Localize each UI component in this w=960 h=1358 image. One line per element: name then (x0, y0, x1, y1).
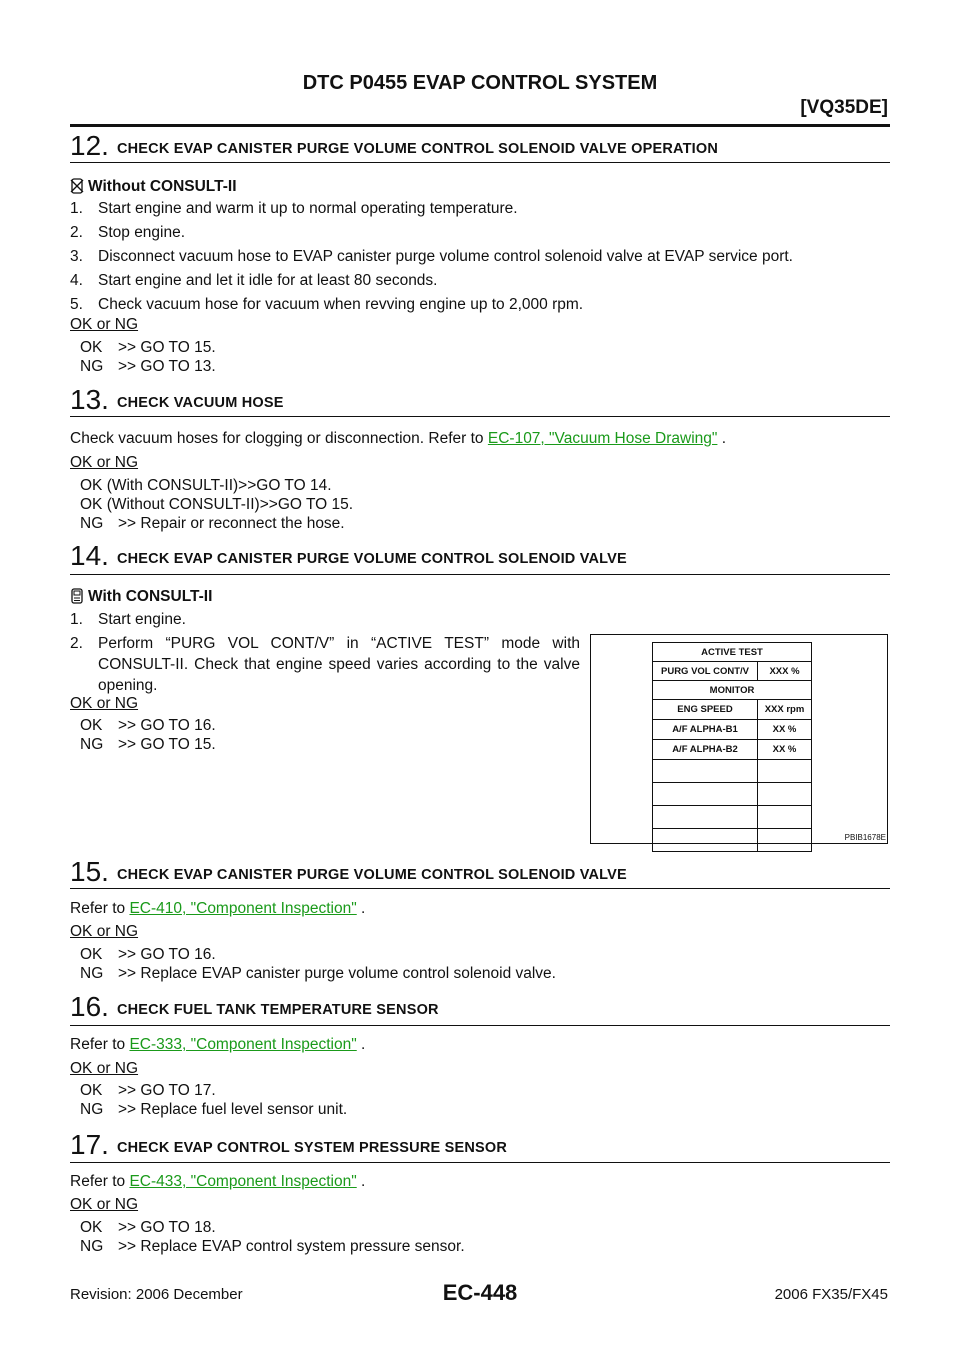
empty-cell (758, 760, 812, 783)
result-list (80, 716, 216, 754)
step-number: 17. (70, 1129, 109, 1160)
ok-or-ng-label: OK or NG (70, 1196, 139, 1213)
mode-label (70, 586, 212, 610)
revision-date: Revision: 2006 December (70, 1286, 243, 1303)
empty-cell (653, 783, 758, 806)
step-rule (70, 1162, 890, 1163)
mode-text: With CONSULT-II (88, 588, 213, 605)
vehicle-model: 2006 FX35/FX45 (774, 1286, 888, 1303)
step-title: CHECK FUEL TANK TEMPERATURE SENSOR (116, 1002, 439, 1018)
empty-cell (653, 760, 758, 783)
step-16-text: Refer to EC-333, "Component Inspection" . (70, 1036, 366, 1053)
step-14-heading (70, 540, 890, 572)
step-16-heading (70, 991, 890, 1023)
purg-vol-value: XXX % (758, 662, 812, 681)
step-title: CHECK EVAP CANISTER PURGE VOLUME CONTROL SOLENOID VALVE (116, 867, 627, 883)
monitor-value: XX % (758, 740, 812, 760)
result-ng: NG >> GO TO 13. (80, 358, 216, 375)
ok-or-ng-label: OK or NG (70, 316, 139, 333)
monitor-label: A/F ALPHA-B2 (653, 740, 758, 760)
step-15-heading (70, 856, 890, 888)
component-inspection-link[interactable]: EC-410, "Component Inspection" (129, 900, 357, 917)
list-item: 2. Stop engine. (70, 224, 186, 241)
step-14-list (70, 609, 580, 696)
component-inspection-link[interactable]: EC-333, "Component Inspection" (129, 1036, 357, 1053)
ok-or-ng-label: OK or NG (70, 923, 139, 940)
mode-label (70, 176, 237, 200)
step-rule (70, 574, 890, 575)
step-13-heading (70, 384, 890, 416)
active-test-header: ACTIVE TEST (653, 643, 812, 662)
consult-tool-icon (70, 588, 84, 610)
ok-or-ng-label: OK or NG (70, 1060, 139, 1077)
step-number: 14. (70, 540, 109, 571)
page-title: DTC P0455 EVAP CONTROL SYSTEM (302, 72, 658, 94)
monitor-value: XX % (758, 720, 812, 740)
ok-or-ng-label: OK or NG (70, 695, 139, 712)
result-list (80, 1081, 347, 1119)
purg-vol-label: PURG VOL CONT/V (653, 662, 758, 681)
list-item: 1. Start engine. (70, 611, 186, 628)
list-item: 4. Start engine and let it idle for at least 80 seconds. (70, 272, 438, 289)
result-ok: OK >> GO TO 15. (80, 339, 216, 356)
step-title: CHECK EVAP CONTROL SYSTEM PRESSURE SENSOR (116, 1140, 508, 1156)
step-12-heading (70, 130, 890, 162)
result-ok-without: OK (Without CONSULT-II)>>GO TO 15. (80, 496, 354, 513)
without-consult-icon (70, 178, 84, 200)
vacuum-hose-drawing-link[interactable]: EC-107, "Vacuum Hose Drawing" (487, 430, 718, 447)
page-number: EC-448 (442, 1280, 518, 1305)
step-17-heading (70, 1129, 890, 1161)
monitor-label: ENG SPEED (653, 700, 758, 720)
step-13-text: Check vacuum hoses for clogging or disconnection. Refer to EC-107, "Vacuum Hose Drawing" . (70, 430, 727, 447)
step-title: CHECK VACUUM HOSE (116, 395, 284, 411)
monitor-label: A/F ALPHA-B1 (653, 720, 758, 740)
step-rule (70, 416, 890, 417)
monitor-value: XXX rpm (758, 700, 812, 720)
step-rule (70, 1025, 890, 1026)
step-title: CHECK EVAP CANISTER PURGE VOLUME CONTROL SOLENOID VALVE OPERATION (116, 141, 719, 157)
result-ng: NG >> Replace EVAP control system pressure sensor. (80, 1238, 465, 1255)
result-list (80, 338, 216, 376)
monitor-header: MONITOR (653, 681, 812, 700)
result-ok: OK >> GO TO 16. (80, 946, 216, 963)
result-ok: OK >> GO TO 16. (80, 717, 216, 734)
step-title: CHECK EVAP CANISTER PURGE VOLUME CONTROL SOLENOID VALVE (116, 551, 627, 567)
ok-or-ng-label: OK or NG (70, 454, 139, 471)
step-number: 16. (70, 991, 109, 1022)
result-ok-with: OK (With CONSULT-II)>>GO TO 14. (80, 477, 332, 494)
result-ng: NG >> Replace fuel level sensor unit. (80, 1101, 348, 1118)
list-item: 5. Check vacuum hose for vacuum when revving engine up to 2,000 rpm. (70, 296, 584, 313)
step-number: 15. (70, 856, 109, 887)
empty-cell (758, 783, 812, 806)
step-rule (70, 162, 890, 163)
result-ng: NG >> GO TO 15. (80, 736, 216, 753)
result-list (80, 476, 353, 533)
result-ok: OK >> GO TO 18. (80, 1219, 216, 1236)
figure-code: PBIB1678E (844, 833, 886, 842)
step-number: 12. (70, 130, 109, 161)
step-12-list (70, 198, 890, 315)
list-item: 3. Disconnect vacuum hose to EVAP canister purge volume control solenoid valve at EVAP service port. (70, 248, 793, 265)
result-list (80, 945, 556, 983)
step-15-text: Refer to EC-410, "Component Inspection" . (70, 900, 366, 917)
engine-model: [VQ35DE] (800, 97, 888, 118)
result-ok: OK >> GO TO 17. (80, 1082, 216, 1099)
result-ng: NG >> Repair or reconnect the hose. (80, 515, 345, 532)
empty-cell (758, 806, 812, 829)
mode-text: Without CONSULT-II (88, 178, 237, 195)
step-17-text: Refer to EC-433, "Component Inspection" . (70, 1173, 366, 1190)
result-ng: NG >> Replace EVAP canister purge volume control solenoid valve. (80, 965, 556, 982)
empty-cell (653, 806, 758, 829)
result-list (80, 1218, 465, 1256)
empty-cell (758, 829, 812, 852)
list-item: 2. Perform “PURG VOL CONT/V” in “ACTIVE TEST” mode with CONSULT-II. Check that engine speed varies according to the valve opening. (70, 635, 580, 694)
step-rule (70, 888, 890, 889)
component-inspection-link[interactable]: EC-433, "Component Inspection" (129, 1173, 357, 1190)
header-rule (70, 124, 890, 127)
step-number: 13. (70, 384, 109, 415)
empty-cell (653, 829, 758, 852)
active-test-screen (652, 642, 812, 852)
list-item: 1. Start engine and warm it up to normal operating temperature. (70, 200, 518, 217)
